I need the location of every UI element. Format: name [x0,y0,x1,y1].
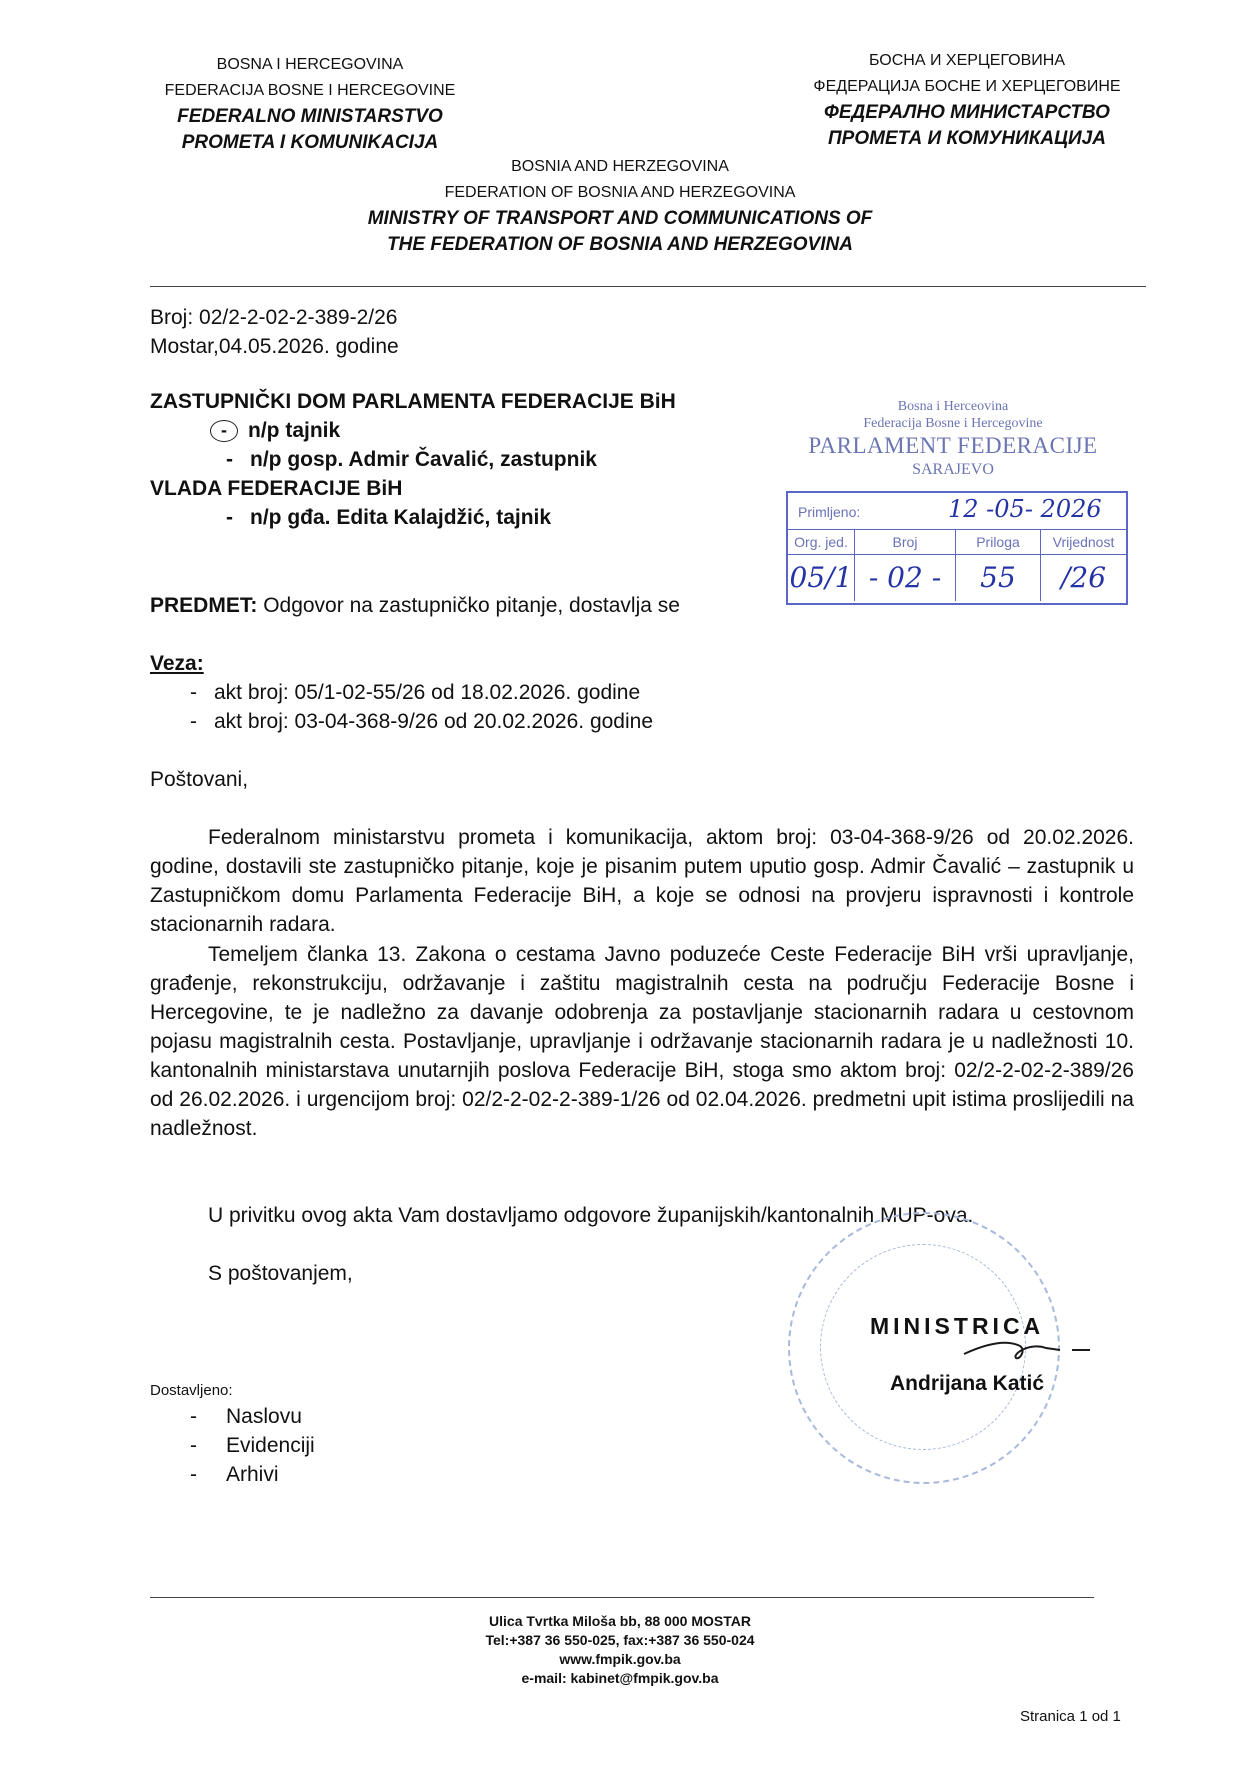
stamp-row-headers [788,530,1126,555]
recipient-1-sub-1-text: n/p tajnik [248,419,341,442]
recipient-1: ZASTUPNIČKI DOM PARLAMENTA FEDERACIJE BiH [150,390,676,413]
stamp-val-broj: - 02 - [855,555,956,601]
reference-block [150,303,399,361]
subject-line [150,591,680,620]
dostavljeno-item: - Arhivi [190,1463,279,1486]
body-paragraph-1: Federalnom ministarstvu prometa i komunikacija, aktom broj: 03-04-368-9/26 od 20.02.2026. godine, dostavili ste zastupničko pitanje, koje je pisanim putem uputio gosp. Admir Čavalić – zastupnik u Zastupničkom domu Parlamenta Federacije BiH, a koje se odnosi na provjeru ispravnosti i kontrole stacionarnih radara. [150,826,1134,936]
footer-phone: Tel:+387 36 550-025, fax:+387 36 550-024 [485,1632,755,1648]
stamp-row-received [788,493,1126,530]
stamp-col-vrijednost: Vrijednost [1052,534,1115,550]
header-center-line1: BOSNIA AND HERZEGOVINA [511,158,729,175]
dostavljeno-item: - Naslovu [190,1405,302,1428]
footer-divider [150,1597,1094,1598]
header-left-line1: BOSNA I HERCEGOVINA [216,56,404,73]
footer-web-link[interactable]: www.fmpik.gov.ba [559,1651,681,1667]
page-number: Stranica 1 od 1 [1020,1708,1121,1725]
recipient-2-sub-1-text: n/p gđa. Edita Kalajdžić, tajnik [250,506,552,529]
footer-address: Ulica Tvrtka Miloša bb, 88 000 MOSTAR [489,1613,751,1629]
dostavljeno-block [150,1380,315,1489]
recipient-1-sub-2-text: n/p gosp. Admir Čavalić, zastupnik [250,448,597,471]
bullet-dash: - [226,506,233,529]
veza-block [150,649,653,736]
body-paragraph-2: Temeljem članka 13. Zakona o cestama Javno poduzeće Ceste Federacije BiH vrši upravljanje, građenje, rekonstrukciju, održavanje i zaštitu magistralnih cesta na području Federacije Bosne i Hercegovine, te je nadležno za davanje odobrenja za postavljanje stacionarnih radara u cestovnom pojasu magistralnih cesta. Postavljanje, upravljanje i održavanje stacionarnih radara je u nadležnosti 10. kantonalnih ministarstava unutarnjih poslova Federacije BiH, stoga smo aktom broj: 02/2-2-02-2-389/26 od 26.02.2026. i urgencijom broj: 02/2-2-02-2-389-1/26 od 02.04.2026. predmetni upit istima proslijedili na nadležnost. [150,943,1134,1140]
dostavljeno-item: - Evidenciji [190,1434,315,1457]
header-divider [150,286,1146,287]
header-center-line3: MINISTRY OF TRANSPORT AND COMMUNICATIONS OF [367,208,873,229]
stamp-line2: Federacija Bosne i Hercegovine [863,416,1043,431]
veza-item-text: akt broj: 05/1-02-55/26 od 18.02.2026. godine [214,681,641,704]
header-center [340,154,900,258]
subject-label: PREDMET: [150,594,258,617]
recipients-block [150,387,676,532]
stamp-line3: PARLAMENT FEDERACIJE [808,433,1098,458]
header-left-line3: FEDERALNO MINISTARSTVO [177,106,443,127]
stamp-val-org: 05/1 [788,555,855,601]
header-right-line2: ФЕДЕРАЦИЈА БОСНЕ И ХЕРЦЕГОВИНЕ [813,78,1121,95]
body-paragraph-3: U privitku ovog akta Vam dostavljamo odgovore županijskih/kantonalnih MUP-ova. [208,1204,974,1227]
stamp-table [786,491,1128,605]
dostavljeno-label: Dostavljeno: [150,1382,233,1399]
recipient-2-sub-1 [150,503,676,532]
stamp-col-org: Org. jed. [788,530,855,554]
stamp-received-date: 12 -05- 2026 [948,495,1102,523]
veza-item: - akt broj: 03-04-368-9/26 od 20.02.2026. godine [190,710,654,733]
stamp-line4: SARAJEVO [912,461,994,478]
signature-title: MINISTRICA [870,1313,1045,1339]
dostavljeno-item-text: Arhivi [226,1463,279,1486]
footer [300,1612,940,1688]
circle-mark-icon: - [210,420,238,442]
header-right-line3: ФЕДЕРАЛНО МИНИСТАРСТВО [824,102,1110,123]
recipient-1-sub-1 [150,416,676,445]
stamp-val-vrijednost: /26 [1060,561,1107,594]
place-date: Mostar,04.05.2026. godine [150,335,399,358]
header-right-line4: ПРОМЕТА И КОМУНИКАЦИЈА [828,128,1106,149]
handwritten-signature-icon [960,1336,1120,1364]
header-left-line4: PROMETA I KOMUNIKACIJA [181,132,439,153]
signature-name: Andrijana Katić [890,1372,1045,1395]
received-stamp [780,398,1126,480]
header-left [150,52,470,156]
veza-item-text: akt broj: 03-04-368-9/26 od 20.02.2026. godine [214,710,654,733]
closing: S poštovanjem, [208,1262,353,1285]
bullet-dash: - [226,448,233,471]
stamp-received-label: Primljeno: [798,504,861,520]
veza-item: - akt broj: 05/1-02-55/26 od 18.02.2026. godine [190,681,641,704]
header-left-line2: FEDERACIJA BOSNE I HERCEGOVINE [164,82,456,99]
recipient-2: VLADA FEDERACIJE BiH [150,477,403,500]
dostavljeno-item-text: Evidenciji [226,1434,315,1457]
header-right-line1: БОСНА И ХЕРЦЕГОВИНА [868,52,1066,69]
stamp-col-priloga: Priloga [956,530,1041,554]
veza-label: Veza: [150,652,204,675]
footer-email-link[interactable]: e-mail: kabinet@fmpik.gov.ba [521,1670,719,1686]
subject-text: Odgovor na zastupničko pitanje, dostavlja se [263,594,680,617]
reference-number: Broj: 02/2-2-02-2-389-2/26 [150,306,398,329]
stamp-line1: Bosna i Herceovina [897,399,1009,414]
recipient-1-sub-2 [150,445,676,474]
stamp-col-broj: Broj [855,530,956,554]
greeting: Poštovani, [150,768,249,791]
header-center-line4: THE FEDERATION OF BOSNIA AND HERZEGOVINA [387,234,853,255]
stamp-val-priloga: 55 [956,555,1041,601]
header-center-line2: FEDERATION OF BOSNIA AND HERZEGOVINA [444,184,796,201]
dostavljeno-item-text: Naslovu [226,1405,302,1428]
stamp-row-values [788,555,1126,601]
header-right [778,48,1156,152]
